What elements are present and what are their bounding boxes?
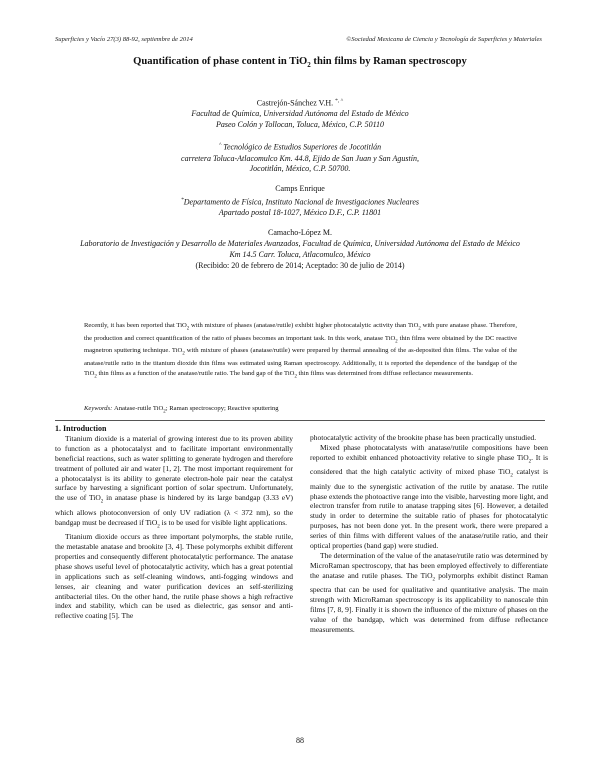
paragraph: Titanium dioxide is a material of growing interest due to its proven ability to function as a photocatalyst and to facilitate important environmentally beneficial reactions, such as water splitting to generate hydrogen and therefore treatment of polluted air and water [1, 2]. The most important requirement for a photocatalyst is its ability to generate electron-hole pair near the catalyst surface by harvesting a significant portion of solar spectrum. Unfortunately, the use of TiO$_2$ in anatase phase is hindered by its large bandgap (3.33 eV) which allows photoconversion of only UV radiation (λ < 372 nm), so the bandgap must be decreased if TiO$_2$ is to be used for visible light applications.	[55, 433, 293, 530]
paragraph: The determination of the value of the anatase/rutile ratio was determined by MicroRaman spectroscopy, that has been employed effectively to differentiate the anatase and rutile phases. The TiO$_2$ polymorphs exhibit distinct Raman spectra that can be used for qualitative and quantitative analysis. The main strength with MicroRaman spectroscopy is its applicability to nanoscale thin films [7, 8, 9]. Finally it is shown the influence of the mixture of phases on the value of the bandgap, which was determined from diffuse reflectance measurements.	[310, 550, 548, 634]
affiliation-2: ^ Tecnológico de Estudios Superiores de Jocotitlán carretera Toluca-Atlacomulco Km. 44.8, Ejido de San Juan y San Agustín, Jocotitlán, México, C.P. 50700.	[181, 142, 419, 174]
received-dates: (Recibido: 20 de febrero de 2014; Aceptado: 30 de julio de 2014)	[195, 260, 405, 270]
right-column	[310, 433, 548, 635]
society-header: ©Sociedad Mexicana de Ciencia y Tecnología de Superficies y Materiales	[346, 36, 542, 43]
author-name: Castrejón-Sánchez V.H.	[256, 98, 336, 108]
section-divider	[55, 420, 545, 421]
author-3: Camacho-López M. Laboratorio de Investigación y Desarrollo de Materiales Avanzados, Facultad de Química, Universidad Autónoma del Estado de México Km 14.5 Carr. Toluca, Atlacomulco, México (Recibido: 20 de febrero de 2014; Aceptado: 30 de julio de 2014)	[40, 228, 560, 271]
left-column	[55, 424, 293, 621]
keywords: Keywords: Anatase-rutile TiO$_2$; Raman spectroscopy; Reactive sputtering	[84, 405, 279, 415]
author-2: Camps Enrique *Departamento de Física, Instituto Nacional de Investigaciones Nucleares Apartado postal 18-1027, México D.F., C.P. 11801	[40, 184, 560, 219]
affiliation: Facultad de Química, Universidad Autónoma del Estado de México	[191, 109, 409, 119]
paragraph: photocatalytic activity of the brookite phase has been practically unstudied.	[310, 433, 537, 442]
author-block	[40, 96, 560, 271]
abstract: Recently, it has been reported that TiO$_2$ with mixture of phases (anatase/rutile) exhibit higher photocatalytic activity than TiO$_2$ with pure anatase phase. Therefore, the production and correct quantification of the ratio of phases becomes an important task. In this work, anatase TiO$_2$ thin films were obtained by the DC reactive magnetron sputtering technique. TiO$_2$ with mixture of phases (anatase/rutile) were prepared by thermal annealing of the as-deposited thin films. The value of the anatase/rutile ratio in the titanium dioxide thin films was estimated using Raman spectroscopy. Additionally, it is reported the dependence of the bandgap of the TiO$_2$ thin films as a function of the anatase/rutile ratio. The band gap of the TiO$_2$ thin films was determined from diffuse reflectance measurements.	[84, 322, 518, 379]
paragraph: Mixed phase photocatalysts with anatase/rutile compositions have been reported to exhibit enhanced photoactivity relative to single phase TiO$_2$. It is considered that the high catalytic activity of mixed phase TiO$_2$ catalyst is mainly due to the synergistic activation of the rutile by anatase. The rutile phase extends the photoactive range into the visible, harvesting more light, and electron transfer from rutile to anatase trapping sites [6]. However, a detailed study in order to determine the suitable ratio of phases for photocatalytic purposes, has not been done yet. In the present work, there were prepared a series of thin films with different values of the anatase/rutile ratio, and their optical properties (band gap) were studied.	[310, 442, 548, 551]
paragraph: Titanium dioxide occurs as three important polymorphs, the stable rutile, the metastable anatase and brookite [3, 4]. These polymorphs exhibit different properties and consequently different photocatalytic performance. The anatase phase shows useful level of photocatalytic activity, which has a great potential in applications such as self-cleaning windows, anti-fogging windows and lenses, air cleaning and water purification devices an self-sterilizing antibacterial tiles. On the other hand, the rutile phase shows a high refractive index and stability, which can be used as dielectric, gas sensor and anti-reflective coating [5]. The	[55, 532, 293, 621]
paper-title: Quantification of phase content in TiO$_2$ thin films by Raman spectroscopy	[133, 56, 467, 70]
author-name: Camacho-López M.	[268, 228, 332, 238]
journal-header: Superficies y Vacío 27(3) 88-92, septiembre de 2014	[55, 36, 193, 43]
page-number: 88	[296, 736, 304, 745]
affiliation-address: Paseo Colón y Tollocan, Toluca, México, C.P. 50110	[216, 120, 384, 130]
author-1: Castrejón-Sánchez V.H. *, ^ Facultad de Química, Universidad Autónoma del Estado de México Paseo Colón y Tollocan, Toluca, México, C.P. 50110	[40, 96, 560, 131]
section-heading: 1. Introduction	[55, 424, 107, 433]
author-name: Camps Enrique	[275, 184, 325, 194]
